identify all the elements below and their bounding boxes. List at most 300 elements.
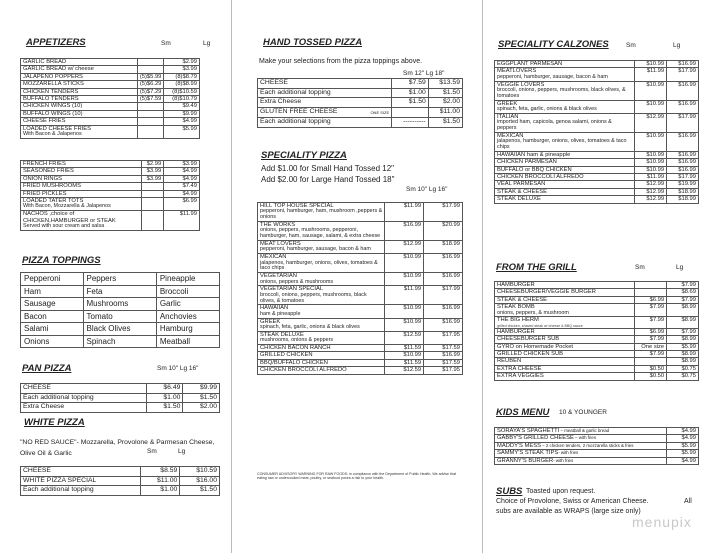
menu-row — [495, 304, 699, 317]
topping-item: Feta — [83, 285, 156, 298]
menu-row — [21, 73, 200, 80]
price-large: $11.00 — [428, 107, 462, 118]
toppings-row — [21, 323, 220, 336]
item-name: HAWAIIAN ham & pineapple — [497, 151, 571, 158]
price-large: $16.99 — [667, 159, 699, 166]
item-cell — [21, 190, 142, 197]
price-large: (8)$8.79 — [164, 73, 200, 80]
price-large: $11.99 — [164, 211, 200, 231]
menu-row — [258, 286, 463, 305]
item-name: BUFFALO TENDERS — [23, 96, 79, 103]
menu-row — [21, 161, 200, 168]
item-cell — [258, 254, 385, 273]
item-name: GRILLED CHICKEN SUB — [497, 351, 564, 358]
white-pizza-description: "NO RED SAUCE"- Mozzarella, Provolone & Parmesan Cheese, Olive Oil & Garlic — [20, 439, 215, 457]
menu-row — [258, 203, 463, 222]
item-name: SEASONED FRIES — [23, 168, 74, 175]
topping-item: Peppers — [83, 273, 156, 286]
price-large: $8.99 — [667, 336, 699, 343]
menu-row — [21, 393, 220, 403]
kids-menu-table — [494, 427, 699, 465]
item-name: LOADED TATER TOTS — [23, 198, 84, 205]
price-large: $7.99 — [667, 328, 699, 335]
item-description: pepperoni, hamburger, sausage, bacon & ham — [497, 73, 608, 80]
item-cell — [258, 273, 385, 286]
item-name: VEGGIE LOVERS — [497, 81, 545, 88]
price-small: (5)$6.29 — [137, 81, 164, 88]
subs-line-3: subs are available as WRAPS (large size only) — [496, 508, 641, 515]
menupix-watermark: menupix — [632, 514, 692, 530]
menu-row — [495, 296, 699, 303]
price-large: $2.99 — [164, 59, 200, 66]
menu-row — [495, 166, 699, 173]
grill-lg-label: Lg — [676, 264, 684, 271]
item-cell — [21, 81, 138, 88]
price-large: $7.99 — [667, 296, 699, 303]
menu-row — [21, 110, 200, 117]
price-small: $1.50 — [146, 403, 183, 413]
item-cell — [21, 125, 138, 138]
price-small: $8.59 — [141, 467, 180, 477]
item-name: WHITE PIZZA SPECIAL — [23, 476, 97, 484]
item-name: SAMMY'S STEAK TIPS — [497, 450, 559, 457]
price-large: $17.99 — [667, 68, 699, 81]
item-name: Each additional topping — [23, 486, 94, 494]
menu-row — [21, 125, 200, 138]
topping-item: Hamburg — [156, 323, 219, 336]
calzones-sm-label: Sm — [626, 42, 636, 49]
item-name: LOADED CHEESE FRIES — [23, 125, 91, 132]
item-name: EGGPLANT PARMESAN — [497, 61, 563, 67]
price-small: $3.99 — [142, 175, 164, 182]
price-small: $11.99 — [385, 286, 424, 305]
price-small: $10.99 — [385, 318, 424, 331]
item-name: HAWAIIAN — [260, 305, 289, 312]
price-large: $9.49 — [164, 103, 200, 110]
item-cell — [495, 181, 635, 188]
price-small: $10.99 — [635, 61, 667, 68]
price-large: $17.95 — [424, 331, 463, 344]
price-large: $7.99 — [667, 282, 699, 289]
topping-item: Black Olives — [83, 323, 156, 336]
price-large: $16.99 — [424, 352, 463, 359]
menu-row — [258, 241, 463, 254]
price-small: $10.99 — [635, 151, 667, 158]
menu-row — [495, 336, 699, 343]
price-large: $4.99 — [164, 175, 200, 182]
price-small — [137, 66, 164, 73]
price-large: $8.99 — [667, 317, 699, 328]
item-description: spinach, feta, garlic, onions & black olives — [260, 324, 360, 331]
hand-tossed-intro: Make your selections from the pizza toppings above. — [259, 58, 423, 65]
menu-row — [495, 68, 699, 81]
price-small: $11.59 — [385, 345, 424, 352]
price-small — [635, 289, 667, 296]
item-name: CHICKEN BROCCOLI ALFREDO — [260, 367, 347, 374]
hand-tossed-sizes: Sm 12" Lg 18" — [403, 70, 445, 77]
item-cell — [21, 476, 141, 486]
grill-sm-label: Sm — [635, 264, 645, 271]
item-cell — [21, 73, 138, 80]
price-large: $16.99 — [424, 318, 463, 331]
menu-row — [258, 273, 463, 286]
price-large: $17.99 — [424, 203, 463, 222]
price-large: $5.99 — [667, 343, 699, 350]
item-description: With Bacon & Jalapenos — [23, 131, 82, 138]
item-name: BBQ/BUFFALO CHICKEN — [260, 359, 328, 366]
price-large: $5.99 — [164, 125, 200, 138]
price-small: $11.99 — [635, 174, 667, 181]
item-name: THE BIG HERM — [497, 317, 539, 324]
item-name: CHICKEN WINGS (10) — [23, 103, 83, 110]
topping-item: Meatball — [156, 335, 219, 348]
price-large: $16.99 — [424, 254, 463, 273]
item-cell — [21, 175, 142, 182]
item-cell — [495, 428, 667, 435]
menu-row — [495, 132, 699, 151]
item-description: broccoli, onions, peppers, mushrooms, black olives, & tomatoes — [497, 87, 626, 99]
price-large: $16.00 — [180, 476, 220, 486]
price-large: $0.75 — [667, 365, 699, 372]
item-description: – with fries — [573, 435, 597, 441]
item-cell — [258, 241, 385, 254]
kids-menu-age-note: 10 & YOUNGER — [559, 409, 607, 416]
hand-tossed-table — [257, 78, 463, 128]
menu-row — [21, 168, 200, 175]
topping-item: Sausage — [21, 298, 84, 311]
menu-row — [21, 467, 220, 477]
menu-row — [495, 289, 699, 296]
item-cell — [495, 304, 635, 317]
price-small: $3.99 — [142, 168, 164, 175]
item-name: Each additional topping — [23, 393, 94, 401]
menu-row — [21, 486, 220, 496]
item-name: GRANNY'S BURGER — [497, 457, 554, 464]
left-column — [0, 0, 232, 553]
price-large: $0.75 — [667, 373, 699, 380]
price-small: $16.99 — [385, 222, 424, 241]
price-large: $5.99 — [667, 450, 699, 457]
item-cell — [495, 336, 635, 343]
appetizers-table-2 — [20, 160, 200, 231]
item-name: STEAK & CHEESE — [497, 296, 547, 303]
price-large: $13.59 — [428, 79, 462, 89]
topping-item: Anchovies — [156, 310, 219, 323]
subs-all-label: All — [684, 498, 692, 505]
toppings-row — [21, 298, 220, 311]
price-small — [392, 107, 429, 118]
menu-row — [495, 196, 699, 203]
item-name: MADDY'S MESS — [497, 442, 541, 449]
menu-row — [495, 328, 699, 335]
price-small: $7.59 — [392, 79, 429, 89]
subs-line-2: Choice of Provolone, Swiss or American Cheese. — [496, 498, 649, 505]
item-name: BUFFALO or BBQ CHICKEN — [497, 166, 572, 173]
menu-row — [258, 305, 463, 318]
item-name: GYRO on Homemade Pocket — [497, 343, 574, 350]
item-description: – meatball & garlic bread — [559, 428, 610, 433]
item-description: Served with sour cream and salsa — [23, 223, 105, 230]
calzones-title: SPECIALITY CALZONES — [498, 39, 609, 50]
menu-row — [258, 345, 463, 352]
item-cell — [495, 68, 635, 81]
item-cell — [21, 96, 138, 103]
price-small: $7.99 — [635, 304, 667, 317]
price-small — [635, 358, 667, 365]
item-name: CHICKEN BACON RANCH — [260, 345, 331, 352]
item-cell — [258, 203, 385, 222]
price-small: $1.50 — [392, 98, 429, 108]
item-cell — [495, 373, 635, 380]
price-large: $16.99 — [424, 305, 463, 318]
price-large: $1.50 — [183, 393, 220, 403]
price-large: $16.99 — [667, 166, 699, 173]
item-name: CHEESEBURGER/VEGGIE BURGER — [497, 289, 596, 296]
price-small: $1.00 — [146, 393, 183, 403]
item-cell — [21, 161, 142, 168]
item-name: Each additional topping — [260, 118, 331, 126]
menu-row — [495, 159, 699, 166]
menu-row — [495, 457, 699, 464]
menu-row — [258, 254, 463, 273]
pan-pizza-title: PAN PIZZA — [22, 363, 72, 374]
price-small — [142, 198, 164, 211]
middle-column — [233, 0, 483, 553]
item-name: FRIED MUSHROOMS — [23, 183, 81, 190]
item-name: CHEESE — [23, 384, 51, 391]
item-cell — [495, 289, 635, 296]
toppings-row — [21, 285, 220, 298]
item-cell — [495, 317, 635, 328]
price-small: $10.99 — [635, 166, 667, 173]
menu-row — [21, 96, 200, 103]
price-small: $12.99 — [635, 181, 667, 188]
item-cell — [21, 59, 138, 66]
price-large: (8)$10.59 — [164, 88, 200, 95]
menu-row — [258, 79, 463, 89]
price-large: $17.99 — [667, 113, 699, 132]
appetizers-table-1 — [20, 58, 200, 139]
item-name: GREEK — [260, 318, 281, 325]
specialty-pizza-title: SPECIALITY PIZZA — [261, 150, 347, 161]
menu-row — [258, 98, 463, 108]
price-large: $3.99 — [164, 66, 200, 73]
topping-item: Garlic — [156, 298, 219, 311]
item-cell — [21, 183, 142, 190]
right-column — [484, 0, 720, 553]
price-small — [137, 103, 164, 110]
price-small: $10.99 — [385, 352, 424, 359]
item-description: pepperoni, hamburger, sausage, bacon & ham — [260, 246, 371, 253]
item-cell — [258, 359, 385, 366]
price-small — [137, 59, 164, 66]
item-name: EXTRA VEGGIES — [497, 373, 544, 380]
item-name: ONION RINGS — [23, 175, 62, 182]
price-small — [137, 110, 164, 117]
menu-row — [495, 100, 699, 113]
appetizers-title: APPETIZERS — [26, 37, 86, 48]
price-large: $8.99 — [667, 358, 699, 365]
item-cell — [21, 486, 141, 496]
menu-row — [21, 211, 200, 231]
menu-row — [495, 428, 699, 435]
price-large: $3.99 — [164, 161, 200, 168]
item-cell — [495, 188, 635, 195]
item-cell — [495, 174, 635, 181]
toppings-row — [21, 310, 220, 323]
menu-row — [258, 88, 463, 98]
item-name: CHEESEBURGER SUB — [497, 336, 560, 343]
price-large: $16.99 — [424, 273, 463, 286]
item-description: jalapenos, hamburger, onions, olives, tomatoes & taco chips — [260, 259, 378, 272]
item-description: broccoli, onions, peppers, mushrooms, black olives, & tomatoes — [260, 291, 367, 304]
hand-tossed-title: HAND TOSSED PIZZA — [263, 37, 363, 48]
item-name: EXTRA CHEESE — [497, 365, 542, 372]
price-small: $10.99 — [635, 159, 667, 166]
price-large: $7.49 — [164, 183, 200, 190]
menu-row — [495, 181, 699, 188]
menu-row — [495, 61, 699, 68]
item-name: REUBEN — [497, 358, 522, 365]
price-small: $11.99 — [385, 203, 424, 222]
item-name: CHEESE — [260, 79, 288, 86]
price-small — [137, 118, 164, 125]
menu-row — [21, 59, 200, 66]
price-large: $1.50 — [180, 486, 220, 496]
item-cell — [495, 151, 635, 158]
menu-row — [495, 81, 699, 100]
price-small: (5)$5.99 — [137, 73, 164, 80]
item-cell — [21, 103, 138, 110]
item-cell — [258, 107, 392, 118]
item-cell — [495, 328, 635, 335]
calzones-table — [494, 60, 699, 204]
topping-item: Spinach — [83, 335, 156, 348]
item-cell — [21, 110, 138, 117]
grill-title: FROM THE GRILL — [496, 262, 577, 273]
item-name: VEGETARIAN SPECIAL — [260, 286, 324, 293]
item-cell — [258, 352, 385, 359]
specialty-line-1: Add $1.00 for Small Hand Tossed 12" — [261, 164, 394, 173]
item-cell — [495, 351, 635, 358]
price-large: $17.99 — [424, 286, 463, 305]
topping-item: Broccoli — [156, 285, 219, 298]
price-small: $7.99 — [635, 317, 667, 328]
item-name: Each additional topping — [260, 88, 331, 96]
price-small: $6.99 — [635, 296, 667, 303]
menu-row — [258, 118, 463, 128]
price-small: $10.99 — [385, 305, 424, 318]
item-cell — [495, 81, 635, 100]
item-name: GARLIC BREAD w/ cheese — [23, 66, 94, 73]
item-cell — [258, 98, 392, 108]
item-description: spinach, feta, garlic, onions & black olives — [497, 106, 597, 113]
menu-row — [495, 282, 699, 289]
price-large: $16.99 — [667, 132, 699, 151]
toppings-table — [20, 272, 220, 348]
item-cell — [258, 286, 385, 305]
price-small: $12.59 — [385, 331, 424, 344]
price-small: $10.99 — [635, 81, 667, 100]
price-large: $18.99 — [667, 196, 699, 203]
price-large: $8.69 — [667, 289, 699, 296]
price-large: $17.59 — [424, 359, 463, 366]
toppings-row — [21, 335, 220, 348]
item-description: onions, peppers, mushrooms, pepperoni, hamburger, ham, sausage, salami, & extra cheese — [260, 227, 381, 240]
menu-row — [258, 318, 463, 331]
item-cell — [258, 318, 385, 331]
item-name: ITALIAN — [497, 113, 519, 120]
item-name: MEXICAN — [260, 254, 287, 261]
price-small: $10.99 — [385, 273, 424, 286]
item-name: MEXICAN — [497, 132, 524, 139]
price-small: $1.00 — [141, 486, 180, 496]
item-name: NACHOS ,choice of CHICKEN,HAMBURGER or STEAK — [23, 211, 116, 224]
item-name: MEAT LOVERS — [260, 241, 301, 247]
price-large: $17.99 — [667, 174, 699, 181]
item-cell — [495, 100, 635, 113]
item-cell — [21, 403, 147, 413]
item-name: MOZZARELLA STICKS — [23, 81, 84, 88]
pan-pizza-table — [20, 383, 220, 413]
price-small: $2.99 — [142, 161, 164, 168]
appetizers-lg-label: Lg — [203, 40, 211, 47]
price-large: $9.99 — [183, 384, 220, 394]
item-name: THE WORKS — [260, 222, 296, 228]
item-cell — [258, 88, 392, 98]
grill-table — [494, 281, 699, 381]
menu-row — [21, 183, 200, 190]
price-large: $17.95 — [424, 367, 463, 374]
price-large: $19.99 — [667, 181, 699, 188]
menu-row — [258, 331, 463, 344]
item-cell — [495, 282, 635, 289]
item-cell — [21, 168, 142, 175]
price-large: $20.99 — [424, 222, 463, 241]
item-cell — [495, 435, 667, 442]
menu-row — [21, 81, 200, 88]
item-cell — [258, 79, 392, 89]
appetizers-sm-label: Sm — [161, 40, 171, 47]
item-cell — [495, 132, 635, 151]
item-cell — [21, 198, 142, 211]
menu-row — [21, 198, 200, 211]
specialty-pizza-table — [257, 202, 463, 375]
item-name: STEAK BOMB — [497, 304, 535, 311]
price-large: $2.00 — [183, 403, 220, 413]
topping-item: Onions — [21, 335, 84, 348]
menu-row — [495, 113, 699, 132]
menu-row — [495, 442, 699, 449]
item-description: pepperoni, hamburger, ham, mushroom ,peppers & onions — [260, 208, 383, 221]
price-small: $12.99 — [635, 188, 667, 195]
item-description: onions, peppers, & mushroom — [497, 309, 569, 316]
pan-pizza-sizes: Sm 10" Lg 16" — [157, 365, 199, 372]
item-cell — [495, 365, 635, 372]
menu-row — [21, 103, 200, 110]
item-cell — [21, 384, 147, 394]
price-large: $17.59 — [424, 345, 463, 352]
price-large: $16.99 — [667, 81, 699, 100]
item-name: CHICKEN BROCCOLI ALFREDO — [497, 174, 584, 181]
item-cell — [258, 222, 385, 241]
item-name: STEAK & CHEESE — [497, 188, 547, 195]
price-large: $4.99 — [667, 457, 699, 464]
item-cell — [258, 345, 385, 352]
price-large: $4.99 — [667, 435, 699, 442]
topping-item: Ham — [21, 285, 84, 298]
kids-menu-title: KIDS MENU — [496, 407, 550, 418]
